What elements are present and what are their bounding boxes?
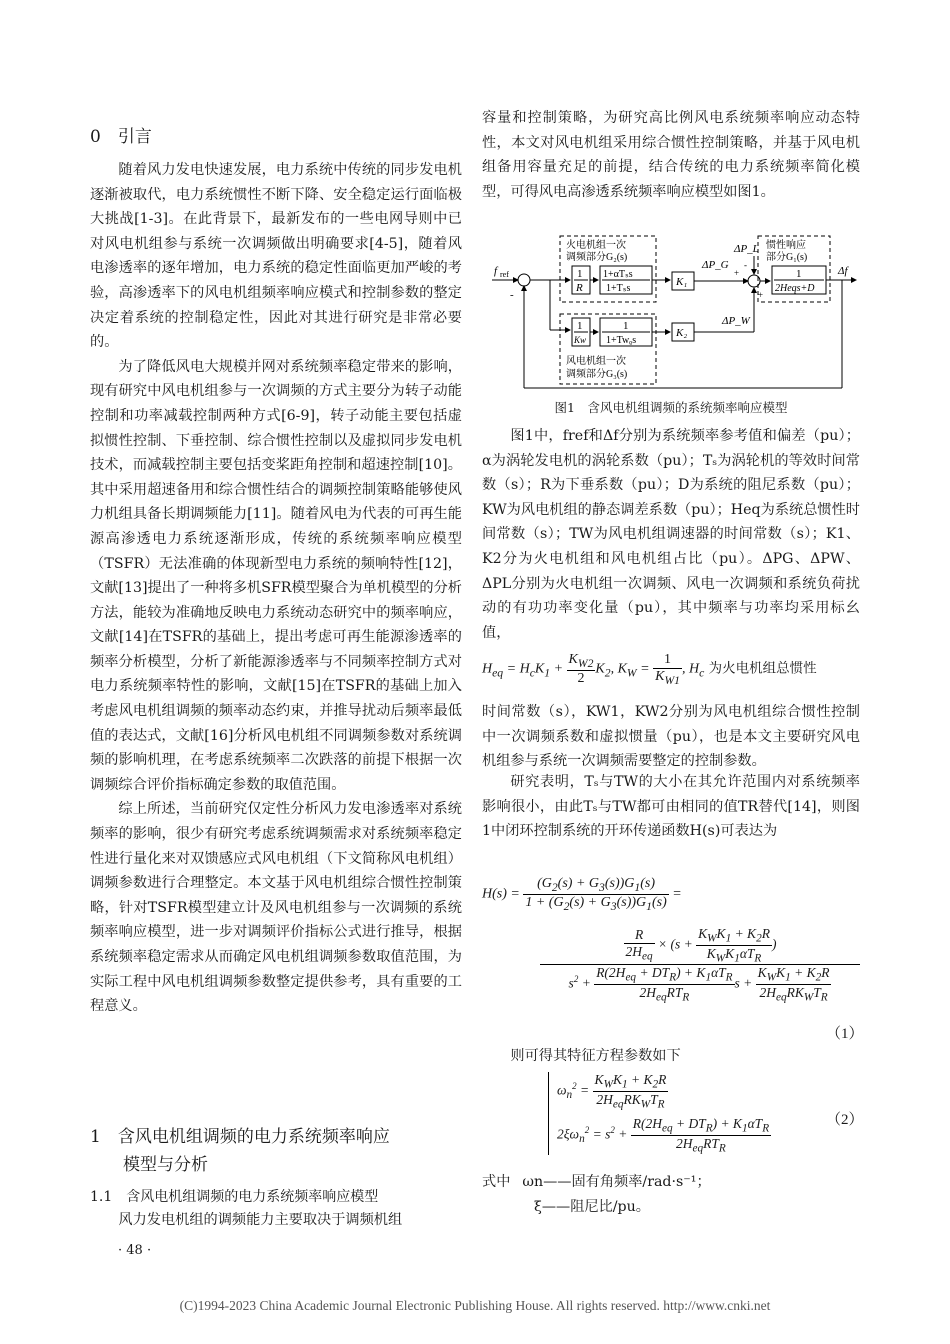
figure-1-caption: 图1 含风电机组调频的系统频率响应模型 [554, 400, 788, 415]
where-omega: ωn——固有角频率/rad·s⁻¹； [522, 1174, 711, 1190]
section-1-1-heading: 1.1 含风电机组调频的电力系统频率响应模型 [90, 1189, 379, 1205]
section-0-heading: 0 引言 [90, 127, 152, 147]
intro-para-1: 随着风力发电快速发展，电力系统中传统的同步发电机逐渐被取代，电力系统惯性不断下降、安全稳定运行面临极大挑战[1-3]。在此背景下，最新发布的一些电网导则中已对风电机组参与系统一次调频做出明确要求[4-5]，随着风电渗透率的逐年增加，电力系统的稳定性面临更加严峻的考验，高渗透率下的风电机组频率响应模式和控制参数的整定决定着系统的控制稳定性，因此对其进行研究是非常必要的。 [90, 162, 462, 351]
section-1-heading-line2: 模型与分析 [123, 1155, 208, 1175]
equation-1-line2: R $2H_{eq}$ × (s + $K_WK_1 + K_2R$ $K_WK_1\alpha T_R$ ) $s^2$ + $R(2H_{eq} + DT_R) + K_1\alpha T_R$ $2H_{eq}RT_R$ s + $K_WK_1 + K_2R$ $2H_{eq}RK_WT_R$ [540, 926, 860, 1004]
right-para-4: 研究表明，Tₛ与TW的大小在其允许范围内对系统频率影响很小，由此Tₛ与TW都可由相同的值TR替代[14]，则图1中闭环控制系统的开环传递函数H(s)可表达为 [482, 774, 860, 840]
thermal-box-title: 火电机组一次 [566, 240, 626, 251]
plus-sign-2: + [758, 290, 764, 300]
dpl-label: ΔP_L [734, 243, 759, 255]
k2-label: K₂ [676, 327, 688, 339]
fref-subscript: ref [500, 270, 509, 279]
turbine-den: 1+Tₛs [606, 283, 631, 294]
right-para-4-wrap [482, 770, 860, 844]
where-label: 式中 [482, 1174, 511, 1190]
wind-gov-den: 1+Twᵨs [606, 335, 637, 346]
right-para-1-wrap [482, 106, 860, 204]
right-para-3-wrap [482, 700, 860, 774]
dpw-label: ΔP_W [722, 315, 750, 327]
equation-1-number: （1） [826, 1026, 864, 1042]
kw-den: Kw [574, 335, 587, 345]
section-1-heading-line1: 1 含风电机组调频的电力系统频率响应 [90, 1127, 390, 1147]
where-xi: ξ——阻尼比/pu。 [534, 1198, 650, 1215]
heq-equation: $H_{eq} = H_cK_1$ + $\frac{K_{W2}}{2}$ $K_2$, $K_W$ = $\frac{1}{K_{W1}}$ , $H_c$ 为火电机组总惯性 [482, 652, 817, 687]
equation-2: $\omega_n^2$ = $K_WK_1 + K_2R$ $2H_{eq}RK_WT_R$ $2\xi\omega_n^2 = s^2$ + $R(2H_{eq} + DT_R) + K_1\alpha T_R$ $2H_{eq}RT_R$ [548, 1072, 771, 1155]
left-column [90, 158, 462, 1019]
turbine-num: 1+αTₛs [603, 269, 633, 280]
equation-1-line1: H(s) = $\frac{(G_2(s) + G_3(s))G_1(s)}{1 + (G_2(s) + G_3(s))G_1(s)}$ = [482, 876, 682, 913]
wind-box-title: 风电机组一次 [566, 356, 626, 367]
eq2-lead-wrap [482, 1044, 860, 1069]
dpg-label: ΔP_G [702, 259, 729, 271]
plus-sign-1: + [734, 268, 740, 278]
intro-para-2: 为了降低风电大规模并网对系统频率稳定带来的影响，现有研究中风电机组参与一次调频的方式主要分为转子动能控制和功率减载控制两种方式[6-9]，转子动能主要包括虚拟惯性控制、下垂控制、综合惯性控制以及虚拟同步发电机技术，而减载控制主要包括变桨距角控制和超速控制[10]。其中采用超速备用和综合惯性结合的调频控制策略能够使风力机组具备长期调频能力[11]。随着风电为代表的可再生能源高渗透电力系统逐渐形成，传统的系统频率响应模型（TSFR）无法准确的体现新型电力系统的频响特性[12]，文献[13]提出了一种将多机SFR模型聚合为单机模型的分析方法，能较为准确地反映电力系统动态研究中的频率响应，文献[14]在TSFR的基础上，提出考虑可再生能源渗透率的频率分析模型，分析了新能源渗透率与不同频率控制方式对电力系统频率特性的影响，文献[15]在TSFR的基础上加入考虑风电机组调频的频率动态约束，并推导扰动后频率最低值的表达式，文献[16]分析风电机组不同调频参数对系统调频的影响机理，在考虑系统频率二次跌落的前提下根据一次调频综合评价指标确定参数的取值范围。 [90, 358, 462, 793]
droop-num: 1 [577, 268, 583, 280]
inertia-den: 2Heqs+D [775, 283, 815, 294]
right-para-3: 时间常数（s），KW1，KW2分别为风电机组综合惯性控制中一次调频系数和虚拟惯量（pu），也是本文主要研究风电机组参与系统一次调频需要整定的控制参数。 [482, 704, 860, 770]
right-para-1: 容量和控制策略，为研究高比例风电系统频率响应动态特性，本文对风电机组采用综合惯性控制策略，并基于风电机组备用容量充足的前提，结合传统的电力系统频率简化模型，可得风电高渗透系统频率响应模型如图1。 [482, 110, 860, 200]
kw-num: 1 [577, 320, 583, 332]
minus-sign-2: - [744, 260, 747, 270]
wind-gov-num: 1 [623, 320, 629, 332]
inertia-box-title: 惯性响应 [766, 240, 806, 251]
where-block [482, 1170, 860, 1219]
summing-junction-1 [518, 274, 530, 286]
equation-2-number: （2） [826, 1112, 864, 1128]
k1-label: K₁ [676, 276, 688, 288]
section-1-1-para: 风力发电机组的调频能力主要取决于调频机组 [118, 1212, 403, 1228]
inertia-num: 1 [796, 268, 802, 280]
wind-box-title2: 调频部分G₃(s) [566, 369, 628, 380]
droop-den: R [576, 282, 583, 294]
figure-1-block-diagram [490, 232, 860, 394]
minus-sign-1: - [510, 289, 514, 301]
page-footer: (C)1994-2023 China Academic Journal Electronic Publishing House. All rights reserved. http://www.cnki.net [179, 1298, 771, 1313]
intro-para-3: 综上所述，当前研究仅定性分析风力发电渗透率对系统频率的影响，很少有研究考虑系统调频需求对系统频率稳定性进行量化来对双馈感应式风电机组（下文简称风电机组）调频参数进行合理整定。本文基于风电机组综合惯性控制策略，针对TSFR模型建立计及风电机组参与一次调频的系统频率响应模型，进一步对调频评价指标公式进行推导，根据系统频率稳定需求从而确定风电机组调频参数取值范围，为实际工程中风电机组调频参数整定提供参考，具有重要的工程意义。 [90, 801, 462, 1015]
left-last-line [90, 1208, 462, 1233]
inertia-box-title2: 部分G₁(s) [766, 252, 808, 263]
df-label: Δf [838, 265, 848, 277]
right-para-2-wrap [482, 424, 860, 645]
eq2-lead: 则可得其特征方程参数如下 [510, 1048, 681, 1064]
fref-label: f [494, 265, 498, 277]
page-number: · 48 · [118, 1243, 152, 1258]
right-para-2: 图1中，fref和Δf分别为系统频率参考值和偏差（pu）；α为涡轮发电机的涡轮系数（pu）；Tₛ为涡轮机的等效时间常数（s）；R为下垂系数（pu）；D为系统的阻尼系数（pu）；KW为风电机组的静态调差系数（pu）；Heq为系统总惯性时间常数（s）；TW为风电机组调速器的时间常数（s）；K1、K2分为火电机组和风电机组占比（pu）。ΔPG、ΔPW、ΔPL分别为火电机组一次调频、风电一次调频和系统负荷扰动的有功功率变化量（pu），其中频率与功率均采用标幺值， [482, 428, 860, 641]
thermal-box-title2: 调频部分G₂(s) [566, 252, 628, 263]
